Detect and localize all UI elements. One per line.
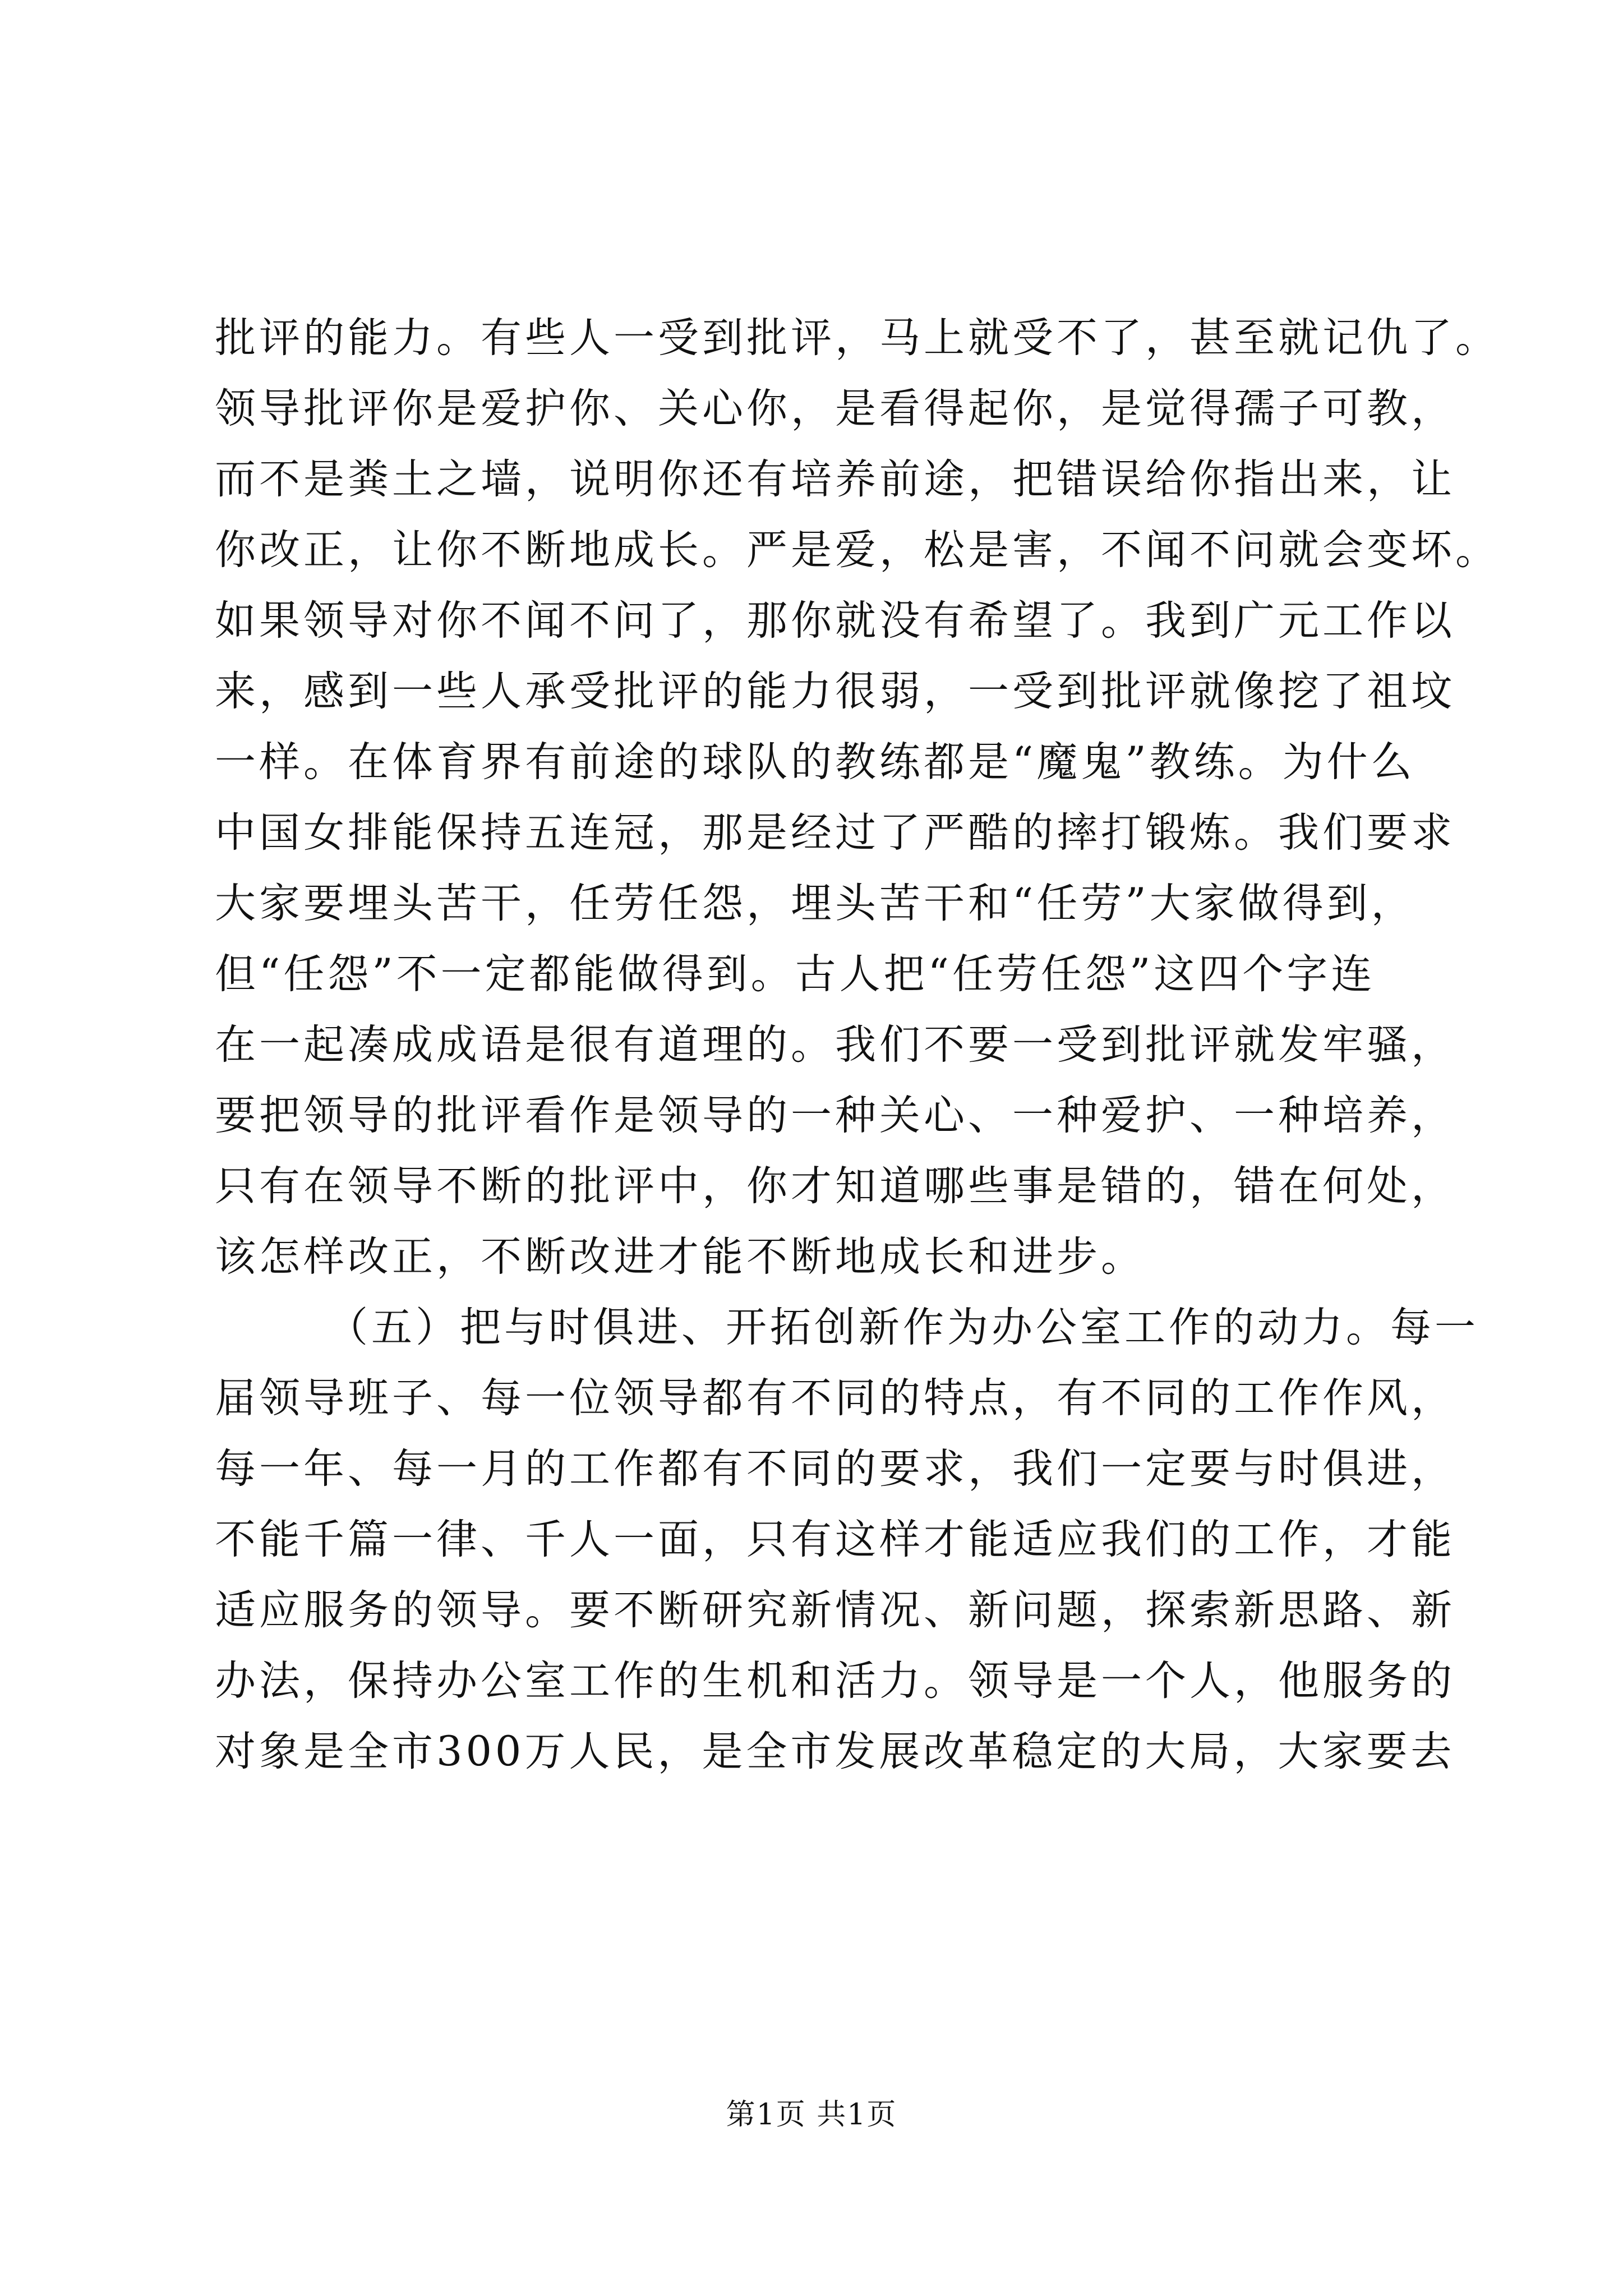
text-line: 对象是全市300万人民，是全市发展改革稳定的大局，大家要去 [215,1728,1455,1775]
text-line: 不能千篇一律、千人一面，只有这样才能适应我们的工作，才能 [215,1516,1455,1563]
page-number-footer: 第1页 共1页 [726,2098,897,2132]
text-line: 中国女排能保持五连冠，那是经过了严酷的摔打锻炼。我们要求 [215,809,1455,857]
text-line: 你改正，让你不断地成长。严是爱，松是害，不闻不问就会变坏。 [215,526,1500,574]
text-line: 只有在领导不断的批评中，你才知道哪些事是错的，错在何处， [215,1162,1455,1210]
text-line: 领导批评你是爱护你、关心你，是看得起你，是觉得孺子可教， [215,385,1455,432]
text-line: 一样。在体育界有前途的球队的教练都是“魔鬼”教练。为什么 [215,738,1415,786]
text-line: 但“任怨”不一定都能做得到。古人把“任劳任怨”这四个字连 [215,950,1376,998]
text-line: 适应服务的领导。要不断研究新情况、新问题，探索新思路、新 [215,1586,1455,1634]
text-line: 大家要埋头苦干，任劳任怨，埋头苦干和“任劳”大家做得到， [215,880,1415,927]
text-line: 来，感到一些人承受批评的能力很弱，一受到批评就像挖了祖坟 [215,668,1455,715]
text-line: 要把领导的批评看作是领导的一种关心、一种爱护、一种培养， [215,1092,1455,1139]
text-line: 办法，保持办公室工作的生机和活力。领导是一个人，他服务的 [215,1657,1455,1705]
text-line: 如果领导对你不闻不问了，那你就没有希望了。我到广元工作以 [215,597,1455,645]
text-line: 在一起凑成成语是很有道理的。我们不要一受到批评就发牢骚， [215,1021,1455,1069]
text-line: 批评的能力。有些人一受到批评，马上就受不了，甚至就记仇了。 [215,314,1500,362]
section-heading-line: （五）把与时俱进、开拓创新作为办公室工作的动力。每一 [327,1304,1479,1351]
text-line: 而不是粪土之墙，说明你还有培养前途，把错误给你指出来，让 [215,455,1455,503]
document-body [215,303,1500,1787]
text-line: 每一年、每一月的工作都有不同的要求，我们一定要与时俱进， [215,1445,1455,1493]
text-line: 届领导班子、每一位领导都有不同的特点，有不同的工作作风， [215,1374,1455,1422]
text-line: 该怎样改正，不断改进才能不断地成长和进步。 [215,1233,1145,1281]
